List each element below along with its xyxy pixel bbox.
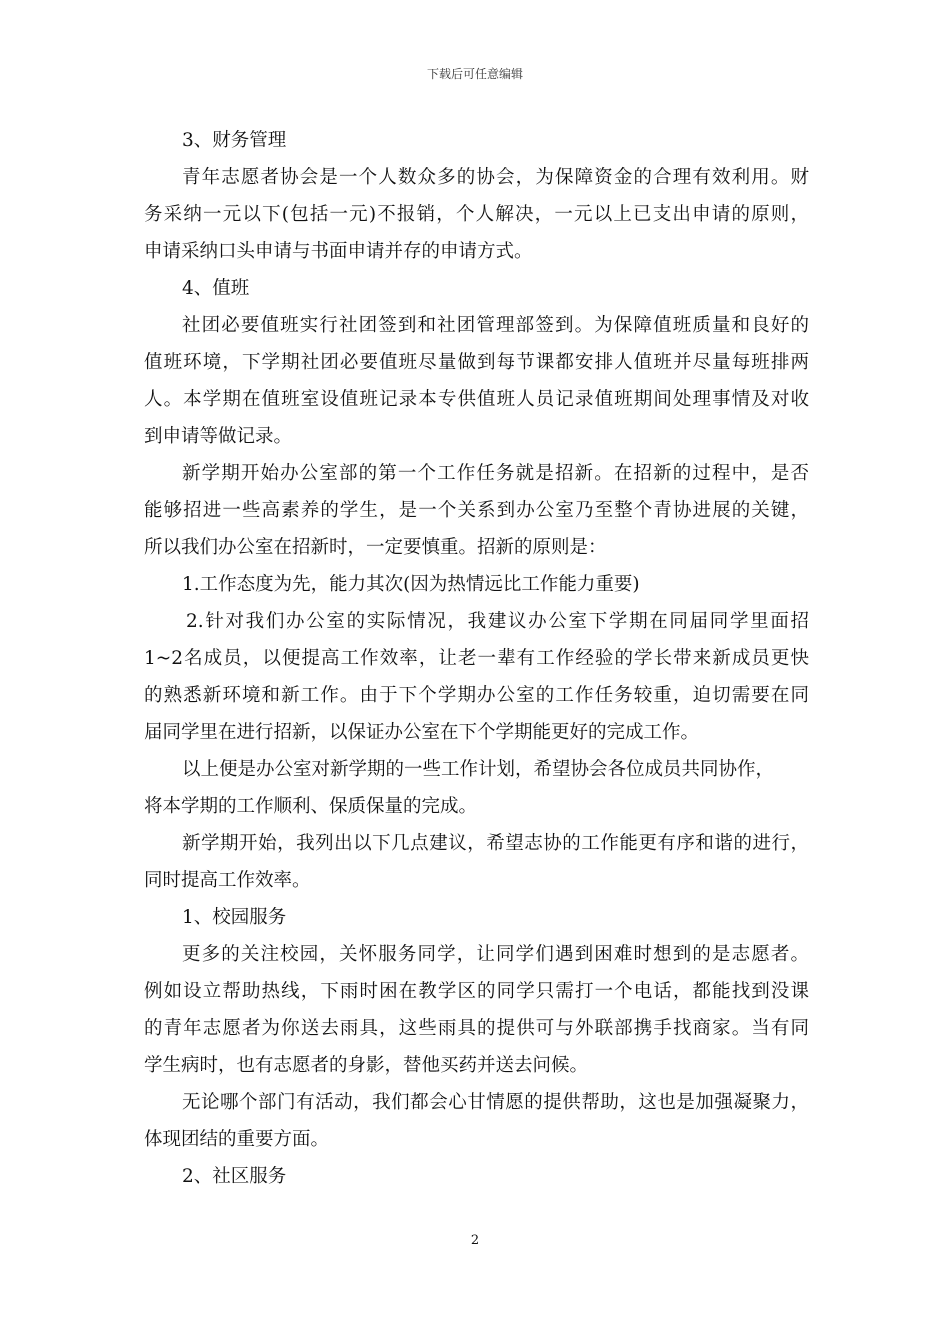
- document-body: [144, 122, 809, 1195]
- text-line: 届同学里在进行招新，以保证办公室在下个学期能更好的完成工作。: [144, 722, 700, 743]
- text-line: 青年志愿者协会是一个人数众多的协会，为保障资金的合理有效利用。财: [182, 167, 809, 188]
- text-line: 学生病时，也有志愿者的身影，替他买药并送去问候。: [144, 1055, 589, 1076]
- text-line: 到申请等做记录。: [144, 426, 293, 447]
- text-line: 2、社区服务: [182, 1166, 287, 1187]
- text-line: 同时提高工作效率。: [144, 870, 311, 891]
- text-line: 所以我们办公室在招新时，一定要慎重。招新的原则是：: [144, 537, 607, 558]
- text-line: 人。本学期在值班室设值班记录本专供值班人员记录值班期间处理事情及对收: [144, 389, 809, 410]
- text-line: 1、校园服务: [182, 907, 287, 928]
- text-line: 的青年志愿者为你送去雨具，这些雨具的提供可与外联部携手找商家。当有同: [144, 1018, 809, 1039]
- text-line: 能够招进一些高素养的学生，是一个关系到办公室乃至整个青协进展的关键，: [144, 500, 809, 521]
- text-line: 申请采纳口头申请与书面申请并存的申请方式。: [144, 241, 533, 262]
- text-line: 值班环境，下学期社团必要值班尽量做到每节课都安排人值班并尽量每班排两: [144, 352, 809, 373]
- text-line: 更多的关注校园，关怀服务同学，让同学们遇到困难时想到的是志愿者。: [182, 944, 809, 965]
- page-header: 下载后可任意编辑: [426, 67, 523, 81]
- text-line: 的熟悉新环境和新工作。由于下个学期办公室的工作任务较重，迫切需要在同: [144, 685, 809, 706]
- text-line: 将本学期的工作顺利、保质保量的完成。: [144, 796, 478, 817]
- text-line: 3、财务管理: [182, 130, 287, 151]
- text-line: 以上便是办公室对新学期的一些工作计划，希望协会各位成员共同协作，: [182, 759, 775, 780]
- text-line: 务采纳一元以下(包括一元)不报销，个人解决，一元以上已支出申请的原则，: [144, 204, 809, 225]
- text-line: 无论哪个部门有活动，我们都会心甘情愿的提供帮助，这也是加强凝聚力，: [182, 1092, 809, 1113]
- text-line: 体现团结的重要方面。: [144, 1129, 330, 1150]
- text-line: 4、值班: [182, 278, 250, 299]
- text-line: 1.工作态度为先，能力其次(因为热情远比工作能力重要): [182, 574, 640, 595]
- text-line: 社团必要值班实行社团签到和社团管理部签到。为保障值班质量和良好的: [182, 315, 809, 336]
- text-line: 2.针对我们办公室的实际情况，我建议办公室下学期在同届同学里面招: [186, 611, 809, 632]
- text-line: 新学期开始办公室部的第一个工作任务就是招新。在招新的过程中，是否: [182, 463, 809, 484]
- text-line: 例如设立帮助热线，下雨时困在教学区的同学只需打一个电话，都能找到没课: [144, 981, 809, 1002]
- page-number: 2: [470, 1233, 480, 1248]
- text-line: 1~2名成员，以便提高工作效率，让老一辈有工作经验的学长带来新成员更快: [144, 648, 809, 669]
- text-line: 新学期开始，我列出以下几点建议，希望志协的工作能更有序和谐的进行，: [182, 833, 809, 854]
